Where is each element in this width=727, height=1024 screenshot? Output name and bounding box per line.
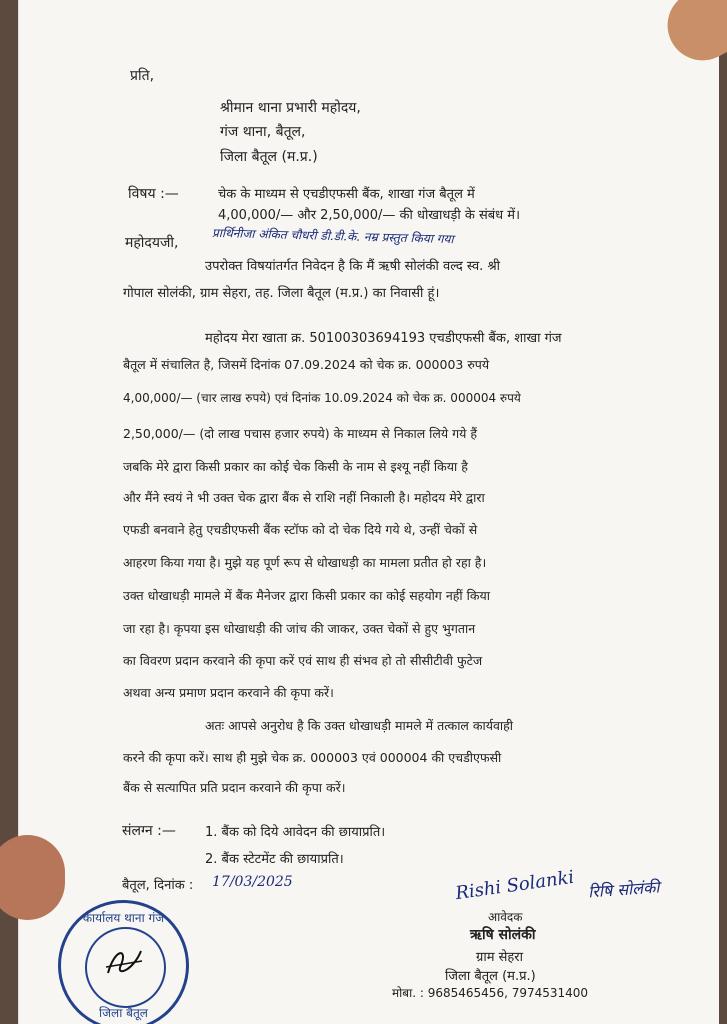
body-line-6: 2,50,000/— (दो लाख पचास हजार रुपये) के माध्यम से निकाल लिये गये हैं [123,426,477,441]
body-line-1: उपरोक्त विषयांतर्गत निवेदन है कि मैं ऋषी सोलंकी वल्द स्व. श्री [205,259,501,274]
signature-1: Rishi Solanki [454,866,576,905]
body-line-9: एफडी बनवाने हेतु एचडीएफसी बैंक स्टॉफ को दो चेक दिये गये थे, उन्हीं चेकों से [123,522,478,537]
recipient-line-2: गंज थाना, बैतूल, [220,124,306,140]
stamp-signature-icon [103,943,145,981]
stamp-bottom-text: जिला बैतूल [99,1006,148,1020]
body-line-10: आहरण किया गया है। मुझे यह पूर्ण रूप से धोखाधड़ी का मामला प्रतीत हो रहा है। [123,555,487,570]
body-line-4: बैतूल में संचालित है, जिसमें दिनांक 07.09.2024 को चेक क्र. 000003 रुपये [123,357,490,372]
applicant-mobile: मोबा. : 9685465456, 7974531400 [392,986,589,1000]
enclosure-item-1: 1. बैंक को दिये आवेदन की छायाप्रति। [205,825,386,840]
applicant-name: ऋषि सोलंकी [470,927,536,943]
body-line-13: का विवरण प्रदान करवाने की कृपा करें एवं साथ ही संभव हो तो सीसीटीवी फुटेज [123,653,483,668]
to-label: प्रति, [130,68,155,84]
handwritten-date: 17/03/2025 [212,874,293,890]
body-line-12: जा रहा है। कृपया इस धोखाधड़ी की जांच की जाकर, उक्त चेकों से हुए भुगतान [123,621,476,636]
police-station-stamp [58,900,189,1024]
applicant-village: ग्राम सेहरा [476,950,523,965]
enclosure-label: संलग्न :— [122,823,176,839]
subject-line-2: 4,00,000/— और 2,50,000/— की धोखाधड़ी के संबंध में। [218,208,521,223]
body-line-14: अथवा अन्य प्रमाण प्रदान करवाने की कृपा करें। [123,685,334,700]
subject-line-1: चेक के माध्यम से एचडीएफसी बैंक, शाखा गंज बैतूल में [218,187,475,202]
place-date-label: बैतूल, दिनांक : [122,878,194,893]
applicant-district: जिला बैतूल (म.प्र.) [445,969,536,984]
body-line-3: महोदय मेरा खाता क्र. 50100303694193 एचडीएफसी बैंक, शाखा गंज [205,331,562,346]
body-line-5: 4,00,000/— (चार लाख रुपये) एवं दिनांक 10.09.2024 को चेक क्र. 000004 रुपये [123,391,521,405]
finger-left [0,835,65,920]
body-line-11: उक्त धोखाधड़ी मामले में बैंक मैनेजर द्वारा किसी प्रकार का कोई सहयोग नहीं किया [123,588,490,603]
body-line-15: अतः आपसे अनुरोध है कि उक्त धोखाधड़ी मामले में तत्काल कार्यवाही [205,718,514,733]
recipient-line-1: श्रीमान थाना प्रभारी महोदय, [220,100,361,116]
subject-label: विषय :— [128,186,179,202]
applicant-label: आवेदक [488,910,523,924]
body-line-16: करने की कृपा करें। साथ ही मुझे चेक क्र. 000003 एवं 000004 की एचडीएफसी [123,750,502,765]
body-line-8: और मैंने स्वयं ने भी उक्त चेक द्वारा बैंक से राशि नहीं निकाली है। महोदय मेरे द्वारा [123,490,485,505]
signature-2: रिषि सोलंकी [587,877,661,902]
body-line-7: जबकि मेरे द्वारा किसी प्रकार का कोई चेक किसी के नाम से इश्यू नहीं किया है [123,459,468,474]
salutation: महोदयजी, [125,235,179,251]
enclosure-item-2: 2. बैंक स्टेटमेंट की छायाप्रति। [205,852,344,867]
body-line-2: गोपाल सोलंकी, ग्राम सेहरा, तह. जिला बैतूल (म.प्र.) का निवासी हूं। [123,286,440,301]
stamp-top-text: कार्यालय थाना गंज [82,911,165,925]
body-line-17: बैंक से सत्यापित प्रति प्रदान करवाने की कृपा करें। [123,780,346,795]
recipient-line-3: जिला बैतूल (म.प्र.) [220,149,318,165]
letter-paper [18,0,719,1024]
handwritten-note: प्रार्थिनीजा अंकित चौधरी डी.डी.के. नम्र प्रस्तुत किया गया [211,225,454,247]
